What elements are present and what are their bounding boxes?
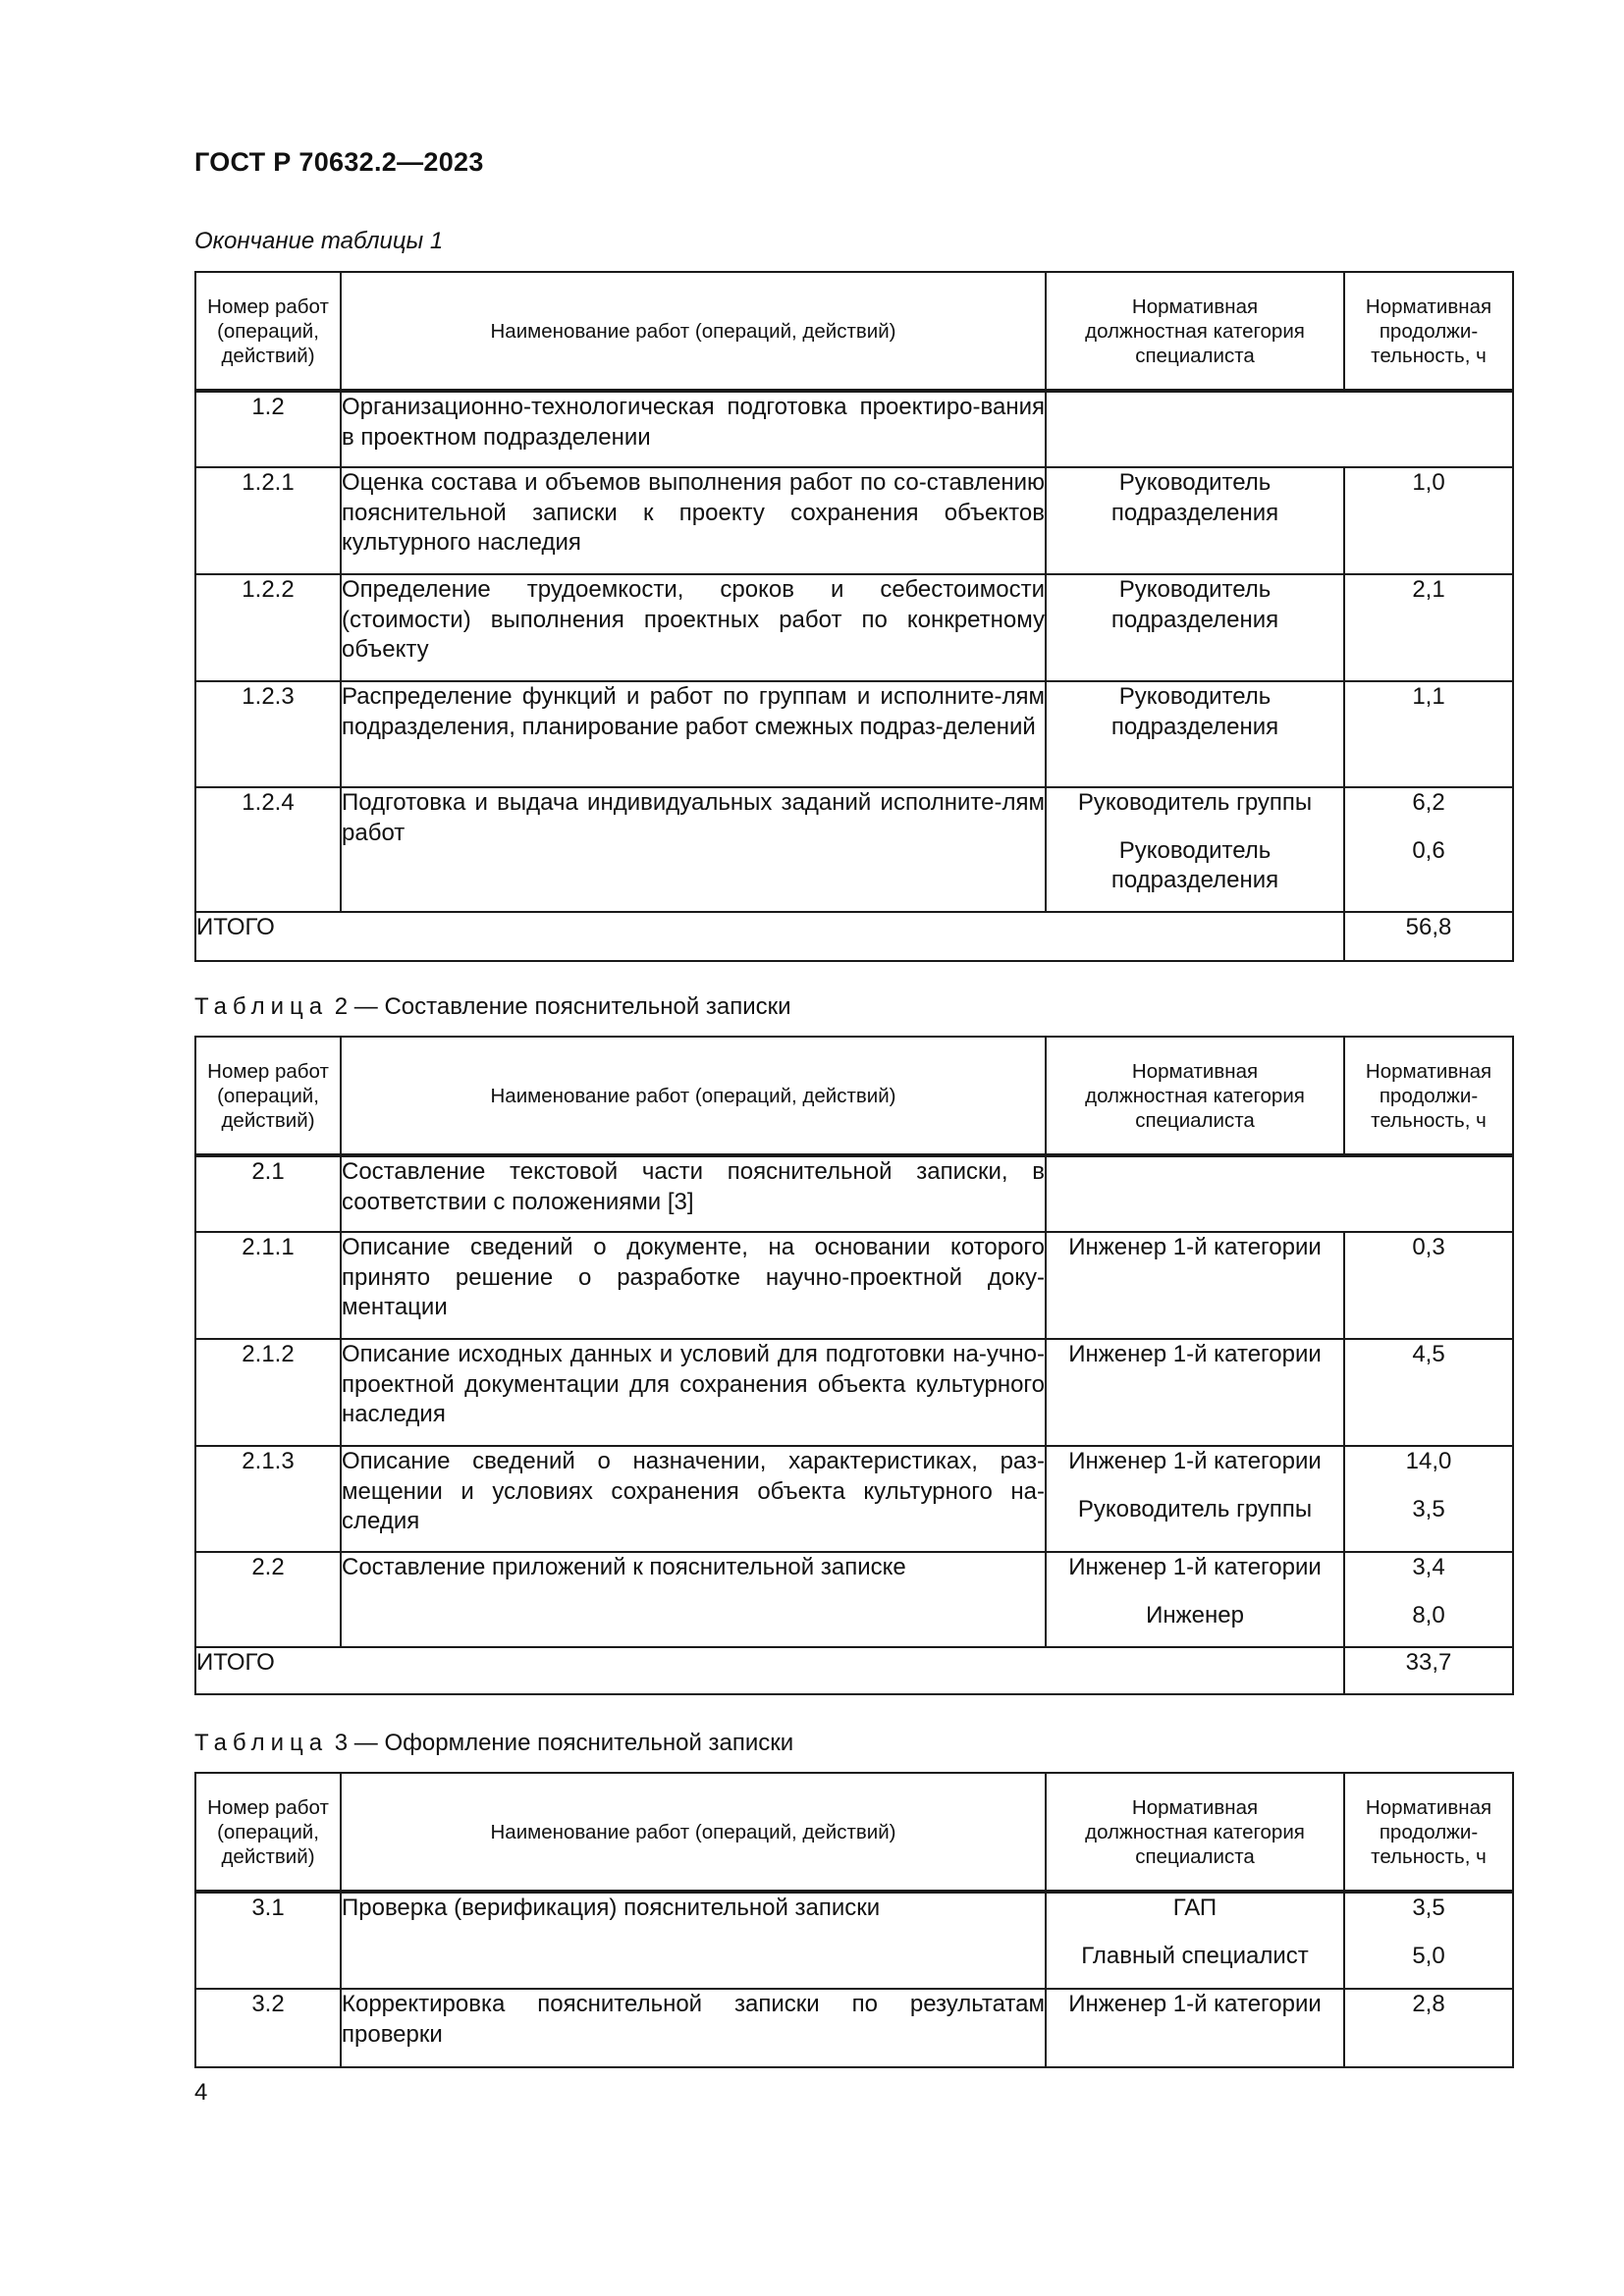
row-work-name: Составление приложений к пояснительной записке [341,1552,1046,1647]
row-role-cell [1046,1552,1344,1647]
row-duration: 1,1 [1344,681,1513,787]
column-header-name: Наименование работ (операций, действий) [341,1037,1046,1155]
row-work-name: Подготовка и выдача индивидуальных заданий исполните-лям работ [341,787,1046,912]
row-number: 1.2.3 [195,681,341,787]
table-row [195,574,1513,681]
table-1 [194,271,1514,962]
page-number: 4 [194,2079,208,2106]
row-role-secondary: Главный специалист [1081,1942,1309,1969]
row-duration-cell [1344,1552,1513,1647]
table-row [195,1155,1513,1232]
document-id: ГОСТ Р 70632.2—2023 [194,147,484,177]
row-duration-cell [1344,1446,1513,1552]
column-header-role: Нормативная должностная категория специалиста [1046,272,1344,391]
row-duration: 14,0 [1405,1448,1452,1474]
column-header-duration: Нормативная продолжи-тельность, ч [1344,1773,1513,1892]
row-number: 3.1 [195,1892,341,1989]
table1-continuation-caption: Окончание таблицы 1 [194,228,444,254]
row-duration-secondary: 8,0 [1412,1601,1445,1629]
table-header-row [195,1037,1513,1155]
row-role: ГАП [1172,1895,1218,1921]
table-row [195,681,1513,787]
table-3 [194,1772,1514,2068]
row-work-name: Описание сведений о назначении, характеристиках, раз-мещении и условиях сохранения объекта культурного на-следия [341,1446,1046,1552]
row-work-name: Определение трудоемкости, сроков и себестоимости (стоимости) выполнения проектных работ по конкретному объекту [341,574,1046,681]
row-work-name: Распределение функций и работ по группам и исполните-лям подразделения, планирование работ смежных подраз-делений [341,681,1046,787]
table-caption-title: 3 — Оформление пояснительной записки [328,1730,794,1756]
row-number: 1.2.4 [195,787,341,912]
column-header-name: Наименование работ (операций, действий) [341,1773,1046,1892]
row-role-secondary: Руководитель группы [1077,1495,1313,1522]
row-work-name: Описание сведений о документе, на основании которого принято решение о разработке научно-проектной доку-ментации [341,1232,1046,1339]
total-label: ИТОГО [195,1647,1344,1694]
row-role: Руководитель группы [1077,789,1313,816]
table-header-row [195,1773,1513,1892]
column-header-number: Номер работ (операций, действий) [195,272,341,391]
row-role: Инженер 1-й категории [1046,1339,1344,1446]
row-role-secondary: Руководитель подразделения [1110,836,1279,893]
row-number: 2.2 [195,1552,341,1647]
row-empty-cell [1046,1155,1513,1232]
row-duration: 3,5 [1412,1895,1445,1921]
row-duration-secondary: 5,0 [1412,1942,1445,1969]
row-role: Руководитель подразделения [1046,467,1344,574]
table-row [195,1446,1513,1552]
column-header-duration: Нормативная продолжи-тельность, ч [1344,1037,1513,1155]
row-work-name: Оценка состава и объемов выполнения работ по со-ставлению пояснительной записки к проекту сохранения объектов культурного наследия [341,467,1046,574]
table-header-row [195,272,1513,391]
row-duration: 2,1 [1344,574,1513,681]
row-number: 2.1.1 [195,1232,341,1339]
row-number: 1.2 [195,391,341,467]
row-role-cell [1046,1892,1344,1989]
row-role-secondary: Инженер [1146,1601,1244,1629]
row-duration-cell [1344,787,1513,912]
table-row [195,467,1513,574]
total-value: 33,7 [1344,1647,1513,1694]
row-number: 2.1.3 [195,1446,341,1552]
row-number: 3.2 [195,1989,341,2067]
row-duration-secondary: 3,5 [1412,1495,1445,1522]
row-role: Инженер 1-й категории [1068,1554,1322,1580]
column-header-name: Наименование работ (операций, действий) [341,272,1046,391]
row-work-name: Организационно-технологическая подготовка проектиро-вания в проектном подразделении [341,391,1046,467]
row-role: Инженер 1-й категории [1046,1232,1344,1339]
column-header-number: Номер работ (операций, действий) [195,1773,341,1892]
row-duration: 2,8 [1344,1989,1513,2067]
row-duration: 0,3 [1344,1232,1513,1339]
table-row [195,1339,1513,1446]
row-duration: 6,2 [1412,789,1445,816]
row-number: 1.2.1 [195,467,341,574]
row-role: Руководитель подразделения [1046,681,1344,787]
row-work-name: Составление текстовой части пояснительной записки, в соответствии с положениями [3] [341,1155,1046,1232]
column-header-role: Нормативная должностная категория специалиста [1046,1037,1344,1155]
row-work-name: Корректировка пояснительной записки по результатам проверки [341,1989,1046,2067]
row-number: 2.1.2 [195,1339,341,1446]
table2-caption [194,993,791,1021]
row-role-cell [1046,1446,1344,1552]
table-total-row [195,912,1513,961]
column-header-number: Номер работ (операций, действий) [195,1037,341,1155]
table-row [195,787,1513,912]
row-role: Инженер 1-й категории [1068,1448,1322,1474]
row-duration: 4,5 [1344,1339,1513,1446]
row-number: 1.2.2 [195,574,341,681]
table-row [195,1232,1513,1339]
row-work-name: Описание исходных данных и условий для подготовки на-учно-проектной документации для сохранения объекта культурного наследия [341,1339,1046,1446]
row-duration: 1,0 [1344,467,1513,574]
total-value: 56,8 [1344,912,1513,961]
table-2 [194,1036,1514,1695]
table3-caption [194,1730,793,1757]
row-duration-secondary: 0,6 [1412,836,1445,864]
table-row [195,1892,1513,1989]
table-caption-title: 2 — Составление пояснительной записки [328,993,791,1020]
table-word: Таблица [194,993,329,1020]
column-header-duration: Нормативная продолжи-тельность, ч [1344,272,1513,391]
row-number: 2.1 [195,1155,341,1232]
row-role-cell [1046,787,1344,912]
row-role: Руководитель подразделения [1046,574,1344,681]
column-header-role: Нормативная должностная категория специалиста [1046,1773,1344,1892]
table-total-row [195,1647,1513,1694]
row-empty-cell [1046,391,1513,467]
row-duration-cell [1344,1892,1513,1989]
row-work-name: Проверка (верификация) пояснительной записки [341,1892,1046,1989]
table-row [195,391,1513,467]
row-role: Инженер 1-й категории [1046,1989,1344,2067]
table-row [195,1552,1513,1647]
table-word: Таблица [194,1730,329,1756]
total-label: ИТОГО [195,912,1344,961]
row-duration: 3,4 [1412,1554,1445,1580]
table-row [195,1989,1513,2067]
